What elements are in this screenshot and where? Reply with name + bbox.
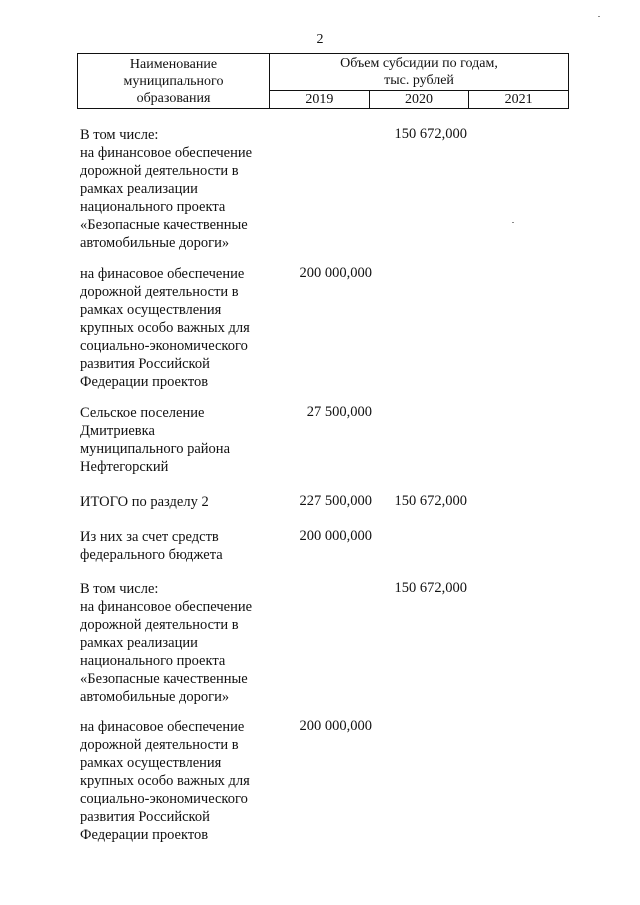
- header-year-2019: 2019: [270, 91, 370, 109]
- row-value-2020: 150 672,000: [394, 493, 467, 509]
- row-value-2019: 200 000,000: [299, 718, 372, 734]
- row-value-2019: 227 500,000: [299, 493, 372, 509]
- row-value-2020: 150 672,000: [394, 580, 467, 596]
- row-label: на финасовое обеспечение дорожной деятельности в рамках осуществления крупных особо важных для социально-экономического развития Российской Федерации проектов: [80, 719, 250, 843]
- row-label: Сельское поселение Дмитриевка муниципального района Нефтегорский: [80, 405, 230, 475]
- row-label: В том числе: на финансовое обеспечение дорожной деятельности в рамках реализации национального проекта «Безопасные качественные автомобильные дороги»: [80, 127, 253, 251]
- row-label: на финасовое обеспечение дорожной деятельности в рамках осуществления крупных особо важных для социально-экономического развития Российской Федерации проектов: [80, 266, 250, 390]
- row-label: В том числе: на финансовое обеспечение дорожной деятельности в рамках реализации национального проекта «Безопасные качественные автомобильные дороги»: [80, 581, 253, 705]
- header-subsidy-column: Объем субсидии по годам, тыс. рублей: [270, 54, 569, 91]
- page-number: 2: [316, 32, 324, 47]
- header-year-2021: 2021: [469, 91, 569, 109]
- row-label: ИТОГО по разделу 2: [80, 494, 209, 510]
- row-label: Из них за счет средств федерального бюджета: [80, 529, 223, 563]
- row-value-2019: 27 500,000: [306, 404, 372, 420]
- row-value-2020: 150 672,000: [394, 126, 467, 142]
- table-header: [77, 53, 569, 109]
- scan-speck: [512, 222, 514, 223]
- scan-speck: [598, 16, 600, 17]
- row-value-2019: 200 000,000: [299, 265, 372, 281]
- header-year-2020: 2020: [369, 91, 469, 109]
- row-value-2019: 200 000,000: [299, 528, 372, 544]
- header-name-column: Наименование муниципального образования: [78, 54, 270, 109]
